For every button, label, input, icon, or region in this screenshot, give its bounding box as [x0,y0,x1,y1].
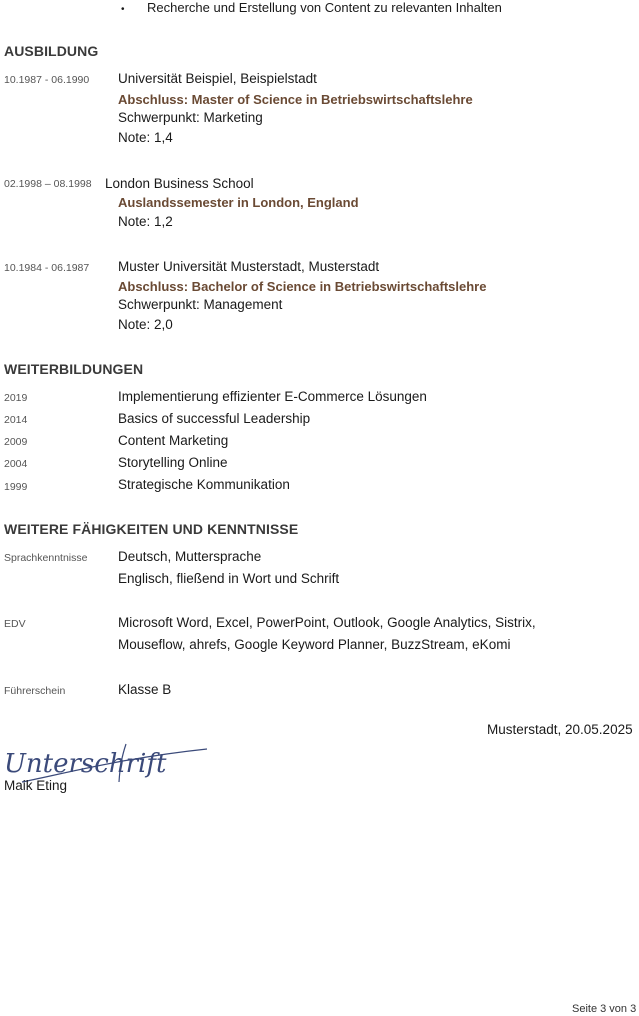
education-detail: Schwerpunkt: Management [118,297,283,312]
training-year: 2004 [4,458,28,470]
skill-line: Englisch, fließend in Wort und Schrift [118,571,340,586]
education-degree: Auslandssemester in London, England [118,195,359,210]
section-heading-weiterbildungen: WEITERBILDUNGEN [4,361,144,377]
place-date: Musterstadt, 20.05.2025 [487,722,633,737]
training-year: 2019 [4,392,28,404]
training-title: Implementierung effizienter E-Commerce Lösungen [118,389,427,404]
training-title: Content Marketing [118,433,229,448]
skill-label-fuehrerschein: Führerschein [4,685,66,697]
skill-line: Deutsch, Muttersprache [118,549,262,564]
section-heading-faehigkeiten: WEITERE FÄHIGKEITEN UND KENNTNISSE [4,521,299,537]
bullet-text: Recherche und Erstellung von Content zu relevanten Inhalten [147,0,502,15]
svg-text:Unterschrift: Unterschrift [4,749,167,779]
education-date: 02.1998 – 08.1998 [4,178,92,190]
skill-line: Klasse B [118,682,172,697]
skill-line: Mouseflow, ahrefs, Google Keyword Planner, BuzzStream, eKomi [118,637,511,652]
education-institution: Universität Beispiel, Beispielstadt [118,71,317,86]
education-institution: London Business School [105,176,254,191]
education-degree: Abschluss: Bachelor of Science in Betriebswirtschaftslehre [118,279,487,294]
education-detail: Note: 1,4 [118,130,173,145]
training-year: 2009 [4,436,28,448]
training-title: Strategische Kommunikation [118,477,290,492]
education-date: 10.1987 - 06.1990 [4,74,90,86]
education-detail: Schwerpunkt: Marketing [118,110,263,125]
education-degree: Abschluss: Master of Science in Betriebswirtschaftslehre [118,92,473,107]
education-detail: Note: 1,2 [118,214,173,229]
skill-label-sprachen: Sprachkenntnisse [4,552,88,564]
skill-label-edv: EDV [4,618,26,630]
page-number: Seite 3 von 3 [572,1003,637,1015]
section-heading-ausbildung: AUSBILDUNG [4,43,99,59]
education-date: 10.1984 - 06.1987 [4,262,90,274]
training-title: Storytelling Online [118,455,228,470]
training-year: 1999 [4,481,28,493]
training-title: Basics of successful Leadership [118,411,311,426]
signer-name: Maik Eting [4,778,68,793]
bullet-icon: • [121,4,125,15]
education-detail: Note: 2,0 [118,317,173,332]
education-institution: Muster Universität Musterstadt, Musterstadt [118,259,380,274]
skill-line: Microsoft Word, Excel, PowerPoint, Outlook, Google Analytics, Sistrix, [118,615,536,630]
training-year: 2014 [4,414,28,426]
